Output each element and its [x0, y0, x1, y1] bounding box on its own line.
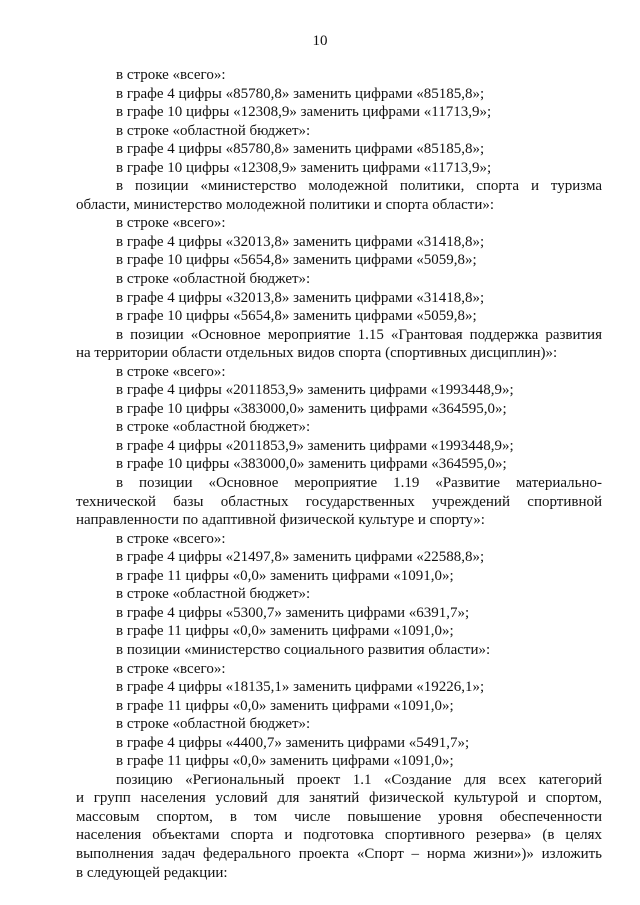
text-line: в графе 4 цифры «85780,8» заменить цифрами «85185,8»;: [116, 141, 485, 158]
text-line: области, министерство молодежной политики и спорта области»:: [76, 196, 495, 213]
text-line: в графе 10 цифры «12308,9» заменить цифрами «11713,9»;: [116, 159, 492, 176]
text-line: массовым спортом, в том числе повышение уровня обеспеченности: [76, 808, 602, 825]
text-line: в позиции «министерство социального развития области»:: [116, 641, 491, 658]
text-line: в графе 11 цифры «0,0» заменить цифрами «1091,0»;: [116, 567, 454, 584]
text-line: в графе 4 цифры «2011853,9» заменить цифрами «1993448,9»;: [116, 382, 514, 399]
text-line: в позиции «Основное мероприятие 1.15 «Грантовая поддержка развития: [116, 326, 602, 343]
document-body: [76, 66, 602, 882]
text-line: в графе 4 цифры «2011853,9» заменить цифрами «1993448,9»;: [116, 437, 514, 454]
text-line: в графе 4 цифры «85780,8» заменить цифрами «85185,8»;: [116, 85, 485, 102]
text-line: и групп населения условий для занятий физической культурой и спортом,: [76, 790, 602, 807]
text-line: в графе 11 цифры «0,0» заменить цифрами «1091,0»;: [116, 623, 454, 640]
text-line: в следующей редакции:: [76, 864, 228, 881]
text-line: в строке «областной бюджет»:: [116, 271, 311, 288]
text-line: в графе 10 цифры «383000,0» заменить цифрами «364595,0»;: [116, 456, 507, 473]
text-line: в строке «всего»:: [116, 67, 226, 83]
text-line: населения объектами спорта и подготовка спортивного резерва» (в целях: [76, 827, 602, 844]
text-line: направленности по адаптивной физической культуре и спорту»:: [76, 512, 485, 529]
text-line: в графе 4 цифры «4400,7» заменить цифрами «5491,7»;: [116, 734, 470, 751]
text-line: технической базы областных государственных учреждений спортивной: [76, 493, 602, 510]
text-line: в графе 11 цифры «0,0» заменить цифрами «1091,0»;: [116, 697, 454, 714]
text-line: в позиции «Основное мероприятие 1.19 «Развитие материально-: [116, 475, 602, 492]
text-line: на территории области отдельных видов спорта (спортивных дисциплин)»:: [76, 345, 558, 362]
text-line: в строке «областной бюджет»:: [116, 419, 311, 436]
text-line: в строке «областной бюджет»:: [116, 586, 311, 603]
text-line: в строке «всего»:: [116, 363, 226, 380]
text-line: в графе 10 цифры «12308,9» заменить цифрами «11713,9»;: [116, 104, 492, 121]
text-line: в графе 10 цифры «5654,8» заменить цифрами «5059,8»;: [116, 252, 477, 269]
text-line: в графе 11 цифры «0,0» заменить цифрами «1091,0»;: [116, 753, 454, 770]
text-line: в строке «областной бюджет»:: [116, 716, 311, 733]
text-line: в графе 4 цифры «5300,7» заменить цифрами «6391,7»;: [116, 604, 470, 621]
text-line: в строке «всего»:: [116, 660, 226, 677]
page-number: 10: [312, 33, 328, 49]
text-line: в строке «областной бюджет»:: [116, 122, 311, 139]
text-line: в позиции «министерство молодежной политики, спорта и туризма: [116, 178, 602, 195]
text-line: в графе 10 цифры «5654,8» заменить цифрами «5059,8»;: [116, 308, 477, 325]
text-line: выполнения задач федерального проекта «Спорт – норма жизни»)» изложить: [76, 845, 602, 862]
text-line: в графе 10 цифры «383000,0» заменить цифрами «364595,0»;: [116, 400, 507, 417]
text-line: в графе 4 цифры «32013,8» заменить цифрами «31418,8»;: [116, 233, 485, 250]
text-line: в строке «всего»:: [116, 530, 226, 547]
text-line: в графе 4 цифры «18135,1» заменить цифрами «19226,1»;: [116, 679, 485, 696]
text-line: в графе 4 цифры «32013,8» заменить цифрами «31418,8»;: [116, 289, 485, 306]
text-line: позицию «Региональный проект 1.1 «Создание для всех категорий: [116, 771, 602, 788]
text-line: в строке «всего»:: [116, 215, 226, 232]
text-line: в графе 4 цифры «21497,8» заменить цифрами «22588,8»;: [116, 549, 485, 566]
